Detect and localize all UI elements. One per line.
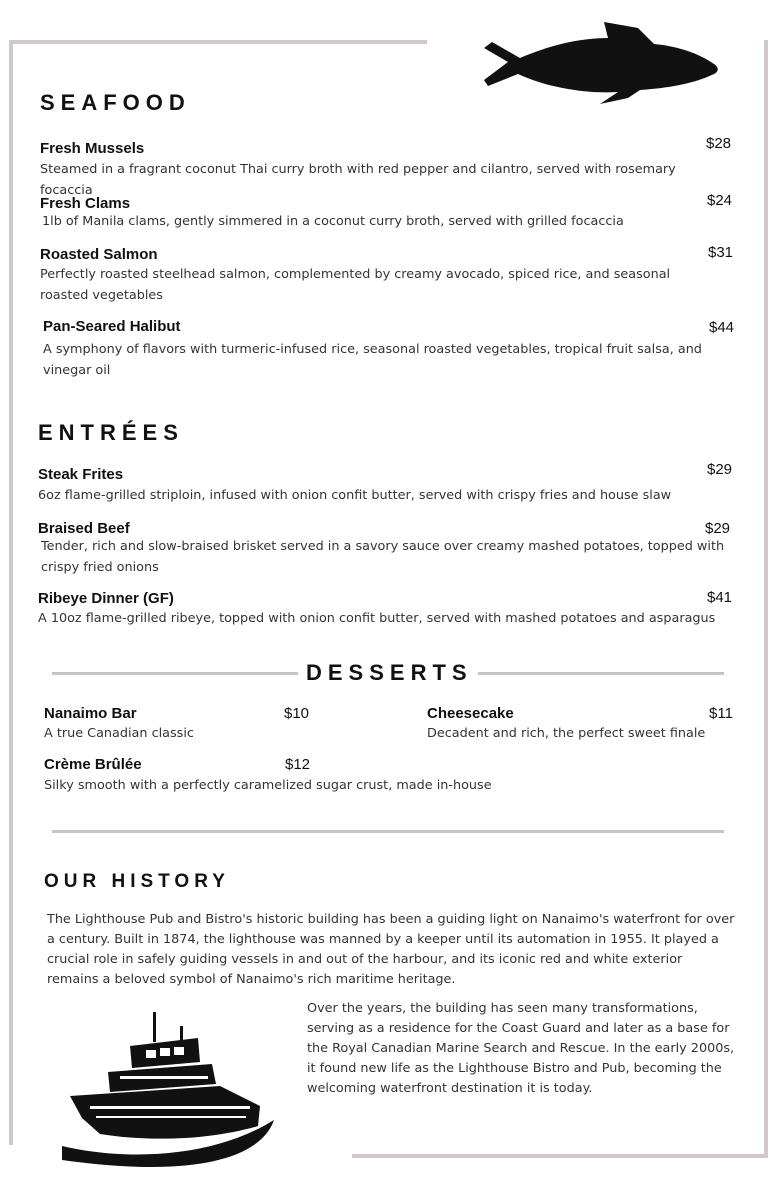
item-name: Roasted Salmon [40,246,158,263]
divider-left [52,672,298,675]
item-description: Silky smooth with a perfectly caramelized sugar crust, made in-house [44,778,492,793]
item-price: $11 [709,705,733,722]
item-name: Nanaimo Bar [44,705,137,722]
item-description: A symphony of flavors with turmeric-infused rice, seasonal roasted vegetables, tropical fruit salsa, and vinegar oil [43,342,702,378]
section-title-history: OUR HISTORY [44,871,230,892]
history-paragraph-2: Over the years, the building has seen many transformations, serving as a residence for the Coast Guard and later as a base for the Royal Canadian Marine Search and Rescue. In the early 2000s, it found new life as the Lighthouse Bistro and Pub, becoming the welcoming waterfront destination it is today. [307,1001,735,1096]
history-paragraph-1: The Lighthouse Pub and Bistro's historic building has been a guiding light on Nanaimo's waterfront for over a century. Built in 1874, the lighthouse was manned by a keeper until its automation in 1955. It played a crucial role in safely guiding vessels in and out of the harbour, and its iconic red and white exterior remains a beloved symbol of Nanaimo's rich maritime heritage. [47,912,735,987]
divider-right [478,672,724,675]
item-price: $10 [284,705,310,722]
item-name: Crème Brûlée [44,756,142,773]
item-price: $24 [707,192,733,209]
item-name: Fresh Clams [40,195,131,212]
divider-history [52,830,724,833]
section-title-desserts: DESSERTS [306,660,473,685]
item-price: $41 [707,589,733,606]
item-description: Steamed in a fragrant coconut Thai curry broth with red pepper and cilantro, served with rosemary focaccia [40,162,676,198]
item-price: $44 [709,319,735,336]
boat-icon [60,1010,282,1175]
item-price: $28 [706,135,732,152]
item-name: Steak Frites [38,466,124,483]
item-price: $31 [708,244,734,261]
item-name: Pan-Seared Halibut [43,318,181,335]
section-title-entrees: ENTRÉES [38,420,184,445]
item-price: $29 [705,520,731,537]
item-price: $12 [285,756,311,773]
frame-line-top [9,40,427,44]
item-description: Perfectly roasted steelhead salmon, complemented by creamy avocado, spiced rice, and seasonal roasted vegetables [40,267,671,303]
item-price: $29 [707,461,733,478]
item-description: Tender, rich and slow-braised brisket served in a savory sauce over creamy mashed potatoes, topped with crispy fried onions [41,539,725,575]
item-name: Braised Beef [38,520,130,537]
frame-line-right [764,40,768,1158]
fish-icon [478,18,722,110]
item-name: Ribeye Dinner (GF) [38,590,174,607]
item-name: Cheesecake [427,705,514,722]
item-description: A true Canadian classic [44,726,194,741]
item-description: Decadent and rich, the perfect sweet finale [427,726,706,741]
item-description: 1lb of Manila clams, gently simmered in a coconut curry broth, served with grilled focaccia [42,214,624,229]
item-name: Fresh Mussels [40,140,145,157]
frame-line-left [9,40,13,1145]
item-description: 6oz flame-grilled striploin, infused with onion confit butter, served with crispy fries and house slaw [38,488,672,503]
item-description: A 10oz flame-grilled ribeye, topped with onion confit butter, served with mashed potatoes and asparagus [38,611,716,626]
frame-line-bottom [352,1154,768,1158]
section-title-seafood: SEAFOOD [40,90,191,115]
